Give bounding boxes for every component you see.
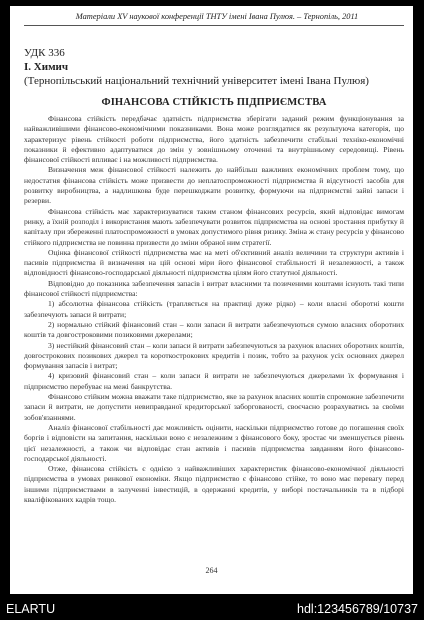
list-item: 1) абсолютна фінансова стійкість (трапляється на практиці дуже рідко) – коли власні оборотні кошти забезпечують запаси й витрати;: [24, 299, 404, 319]
paragraph: Відповідно до показника забезпечення запасів і витрат власними та позиченими коштами існують такі типи фінансової стійкості підприємства:: [24, 278, 404, 299]
running-head: Матеріали XV наукової конференції ТНТУ імені Івана Пулюя. – Тернопіль, 2011: [75, 12, 359, 21]
list-item: 2) нормально стійкий фінансовий стан – коли запаси й витрати забезпечуються сумою власних оборотних коштів та довгостроковими позиковими джерелами;: [24, 319, 404, 340]
author-name: І. Химич: [24, 61, 69, 73]
page-number: 264: [205, 566, 218, 575]
repository-footer: [0, 598, 424, 620]
paragraph: Фінансово стійким можна вважати таке підприємство, яке за рахунок власних коштів спроможне забезпечити запаси й витрати, не допустити невиправданої кредиторської заборгованості, своєчасно розрахуватись за своїми зобов'язаннями.: [24, 392, 404, 422]
paragraph: Фінансова стійкість передбачає здатність підприємства зберігати заданий режим функціонування за найважливішими фінансово-економічними показниками. Вона може розглядатися як результуюча категорія, що характеризує рівень стійкості роботи підприємства, його здатність забезпечити стабільні техніко-економічні показники й ефективно адаптуватися до змін у зовнішньому оточенні та внутрішньому середовищі. Рівень фінансової стійкості впливає і на можливості підприємства.: [24, 114, 404, 165]
header-rule: [24, 25, 404, 26]
handle-identifier: hdl:123456789/10737: [297, 602, 418, 616]
paragraph: Фінансова стійкість має характеризуватися таким станом фінансових ресурсів, який відповідає вимогам ринку, а їхній розподіл і використання мають забезпечувати розвиток підприємства на основі зростання прибутку й капіталу при збереженні платоспроможності в умовах допустимого рівня ризику. Зміна ж стану ресурсів у фінансово стійкого підприємства не повинна призвести до зміни обраної ним стратегії.: [24, 206, 404, 247]
list-item: 3) нестійкий фінансовий стан – коли запаси й витрати забезпечуються за рахунок власних оборотних коштів, довгострокових позикових джерел та короткострокових кредитів і позик, тобто за рахунок усіх основних джерел формування запасів і витрат;: [24, 340, 404, 371]
paragraph: Оцінка фінансової стійкості підприємства має на меті об'єктивний аналіз величини та структури активів і пасивів підприємства й визначення на цій основі міри його фінансової стабільності й незалежності, а також відповідності фінансово-господарської діяльності підприємства цілям його статутної діяльності.: [24, 247, 404, 278]
repository-name: ELARTU: [6, 602, 56, 616]
paragraph: Отже, фінансова стійкість є однією з найважливіших характеристик фінансово-економічної діяльності підприємства в умовах ринкової економіки. Якщо підприємство є фінансово стійке, то воно має перевагу перед іншими підприємствами в залученні інвестицій, в одержанні кредитів, у виборі постачальників та в підборі кваліфікованих кадрів тощо.: [24, 464, 404, 504]
author-affiliation: (Тернопільський національний технічний університет імені Івана Пулюя): [24, 75, 369, 87]
list-item: 4) кризовий фінансовий стан – коли запаси й витрати не забезпечуються джерелами їх формування і підприємство перебуває на межі банкрутства.: [24, 371, 404, 391]
article-body: [24, 114, 404, 505]
article-title: ФІНАНСОВА СТІЙКІСТЬ ПІДПРИЄМСТВА: [101, 97, 327, 108]
paragraph: Аналіз фінансової стабільності дає можливість оцінити, наскільки підприємство готове до погашення своїх боргів і відповісти на запитання, наскільки воно є незалежним з фінансового боку, зростає чи зменшується рівень цієї незалежності, а також чи відповідає стан активів і пасивів підприємства завданням його фінансово-господарської діяльності.: [24, 422, 404, 463]
paragraph: Визначення меж фінансової стійкості належить до найбільш важливих економічних проблем тому, що недостатня фінансова стійкість може призвести до неплатоспроможності підприємства й відсутності засобів для розвитку виробництва, а надлишкова буде перешкоджати розвитку, формуючи на підприємстві зайві запаси і резерви.: [24, 165, 404, 206]
udk-code: УДК 336: [24, 47, 65, 59]
document-page: [10, 6, 413, 594]
